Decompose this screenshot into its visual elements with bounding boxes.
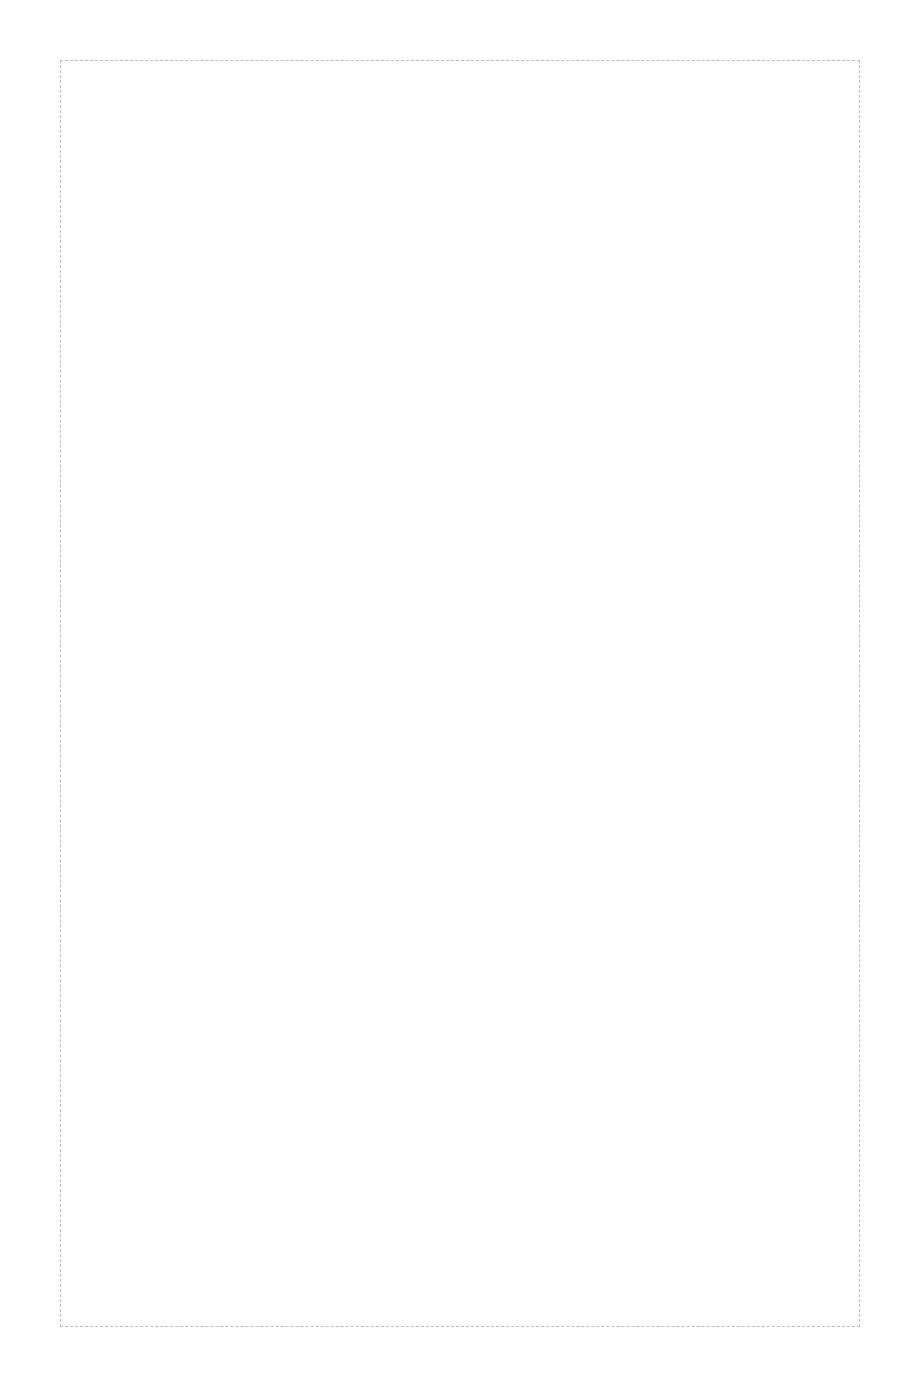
empty-page-frame [60, 60, 860, 1327]
